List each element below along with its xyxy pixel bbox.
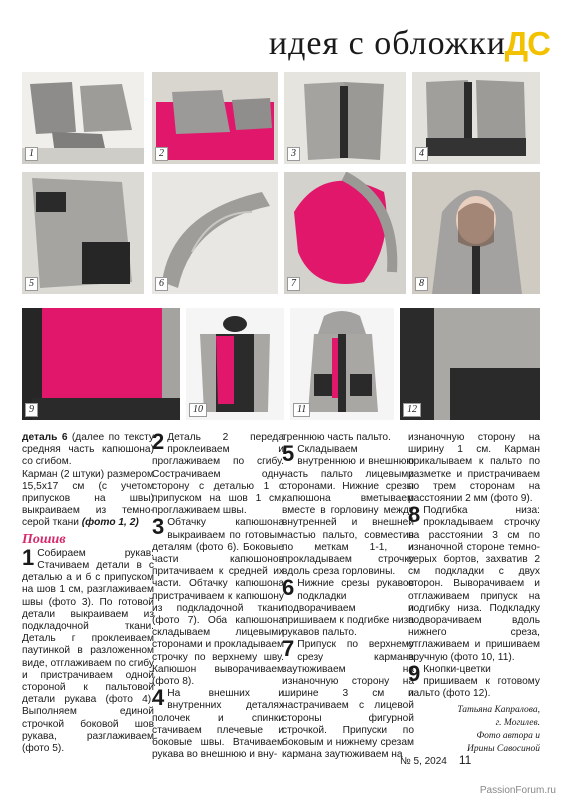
photo-7-image [284, 172, 406, 294]
step-number: 3 [152, 514, 165, 540]
photo-4 [412, 72, 540, 164]
step-9 [408, 660, 540, 701]
step-7 [282, 636, 414, 761]
step-number: 9 [408, 660, 421, 686]
photo-9-image [22, 308, 180, 420]
photo-8-image [412, 172, 540, 294]
step-text: Деталь 2 переда проклеиваем и проглаживаем по сгибу. Сострачиваем одну сторону с деталью 1 с припуском на шов 1 см, проглаживаем швы. [152, 432, 284, 517]
photo-6-number: 6 [155, 277, 168, 291]
photo-8 [412, 172, 540, 294]
continued-text: изнаночную сторону на ширину 1 см. Карман прикалываем к пальто по разметке и пристрачиваем по трем сторонам на расстоянии 2 мм (фото 9). [408, 432, 540, 505]
step-number: 2 [152, 429, 165, 454]
photo-1-image [22, 72, 144, 164]
photo-6-image [152, 172, 278, 294]
photo-7 [284, 172, 406, 294]
credit-line: г. Могилев. [495, 718, 540, 729]
step-6 [282, 575, 414, 639]
photo-9 [22, 308, 180, 420]
continued-text: треннюю часть пальто. [282, 432, 391, 443]
text-column-4 [408, 432, 540, 756]
photo-11-number: 11 [293, 403, 310, 417]
paragraph-pocket [22, 469, 154, 530]
photo-12-number: 12 [403, 403, 421, 417]
photo-4-number: 4 [415, 147, 428, 161]
step-text: Кнопки-цветки пришиваем к готовому пальто (фото 12). [408, 663, 540, 700]
photo-6 [152, 172, 278, 294]
photo-5 [22, 172, 144, 294]
credit-line: Фото автора и [476, 731, 540, 742]
step-8 [408, 502, 540, 664]
step-2 [152, 429, 284, 517]
step-number: 8 [408, 502, 421, 528]
pocket-photo-ref: (фото 1, 2) [81, 517, 139, 529]
paragraph-detail-6 [22, 432, 154, 469]
issue-number: № 5, 2024 [400, 756, 447, 767]
page-number: 11 [458, 753, 472, 767]
step-text: На внешних и внутренних деталях полочек и спинки стачиваем плечевые и боковые швы. Втачиваем рукава во внешнюю и вну- [152, 688, 284, 761]
photo-9-number: 9 [25, 403, 38, 417]
photo-5-image [22, 172, 144, 294]
credit-line: Ирины Савосиной [467, 744, 540, 755]
author-credits [408, 704, 540, 756]
text-column-1 [22, 432, 154, 755]
page-footer [400, 753, 471, 767]
photo-5-number: 5 [25, 277, 38, 291]
photo-10-number: 10 [189, 403, 207, 417]
photo-8-number: 8 [415, 277, 428, 291]
page-header [0, 0, 562, 62]
step-text: Припуск по верхнему срезу кармана заутюживаем на изнаночную сторону на ширине 3 см и настрачиваем с лицевой стороны фигурной строчкой. Припуски по боковым и нижнему срезам кармана заутюживаем на [282, 639, 414, 761]
step-number: 6 [282, 575, 295, 601]
step-5 [282, 441, 414, 578]
photo-2 [152, 72, 278, 164]
step-1 [22, 544, 154, 755]
step-text: Подгибка низа: прокладываем строчку на расстоянии 3 см по изнаночной стороне темно-серых бортов, захватив 2 см подкладки с двух сторон. Выворачиваем и отглаживаем припуск на подгибку низа. Подкладку подворачиваем вдоль нижнего среза, отглаживаем и пришиваем вручную (фото 10, 11). [408, 505, 540, 663]
step-text: Нижние срезы рукавов подкладки подворачиваем и пришиваем к подгибке низа рукавов пальто. [282, 578, 414, 639]
step-number: 7 [282, 636, 295, 662]
photo-12-image [400, 308, 540, 420]
photo-2-number: 2 [155, 147, 168, 161]
photo-4-image [412, 72, 540, 164]
section-title: идея с обложки [268, 25, 506, 62]
photo-1-number: 1 [25, 147, 38, 161]
step-number: 5 [282, 441, 295, 467]
photo-2-image [152, 72, 278, 164]
step-3 [152, 514, 284, 688]
photo-10 [186, 308, 284, 420]
step-text: Собираем рукав. Стачиваем детали в с деталью а и б с припуском на шов 1 см, разглаживаем швы (фото 3). По готовой детали выкраиваем из подкладочной ткани. Деталь г проклеиваем паутинкой в разложенном виде, отглаживаем по сгибу и пристрачиваем одной стороной к пальтовой детали рукава (фото 4). Выполняем единой строчкой боковой шов рукава, разглаживаем (фото 5). [22, 547, 154, 755]
text-column-3 [282, 432, 414, 761]
photo-3-image [284, 72, 406, 164]
magazine-badge: ДС [504, 25, 550, 62]
detail-label: деталь 6 [22, 432, 68, 443]
step-number: 1 [22, 544, 35, 570]
text-column-2 [152, 429, 284, 761]
section-heading: Пошив [22, 531, 66, 547]
watermark: PassionForum.ru [479, 785, 556, 796]
photo-3-number: 3 [287, 147, 300, 161]
photo-3 [284, 72, 406, 164]
photo-1 [22, 72, 144, 164]
photo-7-number: 7 [287, 277, 300, 291]
photo-12 [400, 308, 540, 420]
credit-line: Татьяна Капралова, [457, 705, 540, 716]
photo-11 [290, 308, 394, 420]
detail-text: (далее по тексту средняя часть капюшона) со сгибом. [22, 432, 154, 468]
pocket-text: Карман (2 штуки) размером 15,5х17 см (с учетом припусков на швы) выкраиваем из темно-серой ткани [22, 468, 154, 529]
step-number: 4 [152, 685, 165, 711]
step-4 [152, 685, 284, 761]
step-text: Обтачку капюшона выкраиваем по готовым деталям (фото 6). Боковые части капюшонов притачиваем к средней их части. Обтачку капюшона пристрачиваем к капюшону из подкладочной ткани (фото 7). Оба капюшона складываем лицевыми сторонами и прокладываем строчку по верхнему шву. Капюшон выворачиваем (фото 8). [152, 517, 284, 688]
step-text: Складываем внутреннюю и внешнюю часть пальто лицевыми сторонами. Нижние срезы капюшона вметываем вместе в горловину между внутренней и внешней частью пальто, совместив по меткам 1-1, и прокладываем строчку вдоль среза горловины. [282, 444, 414, 578]
